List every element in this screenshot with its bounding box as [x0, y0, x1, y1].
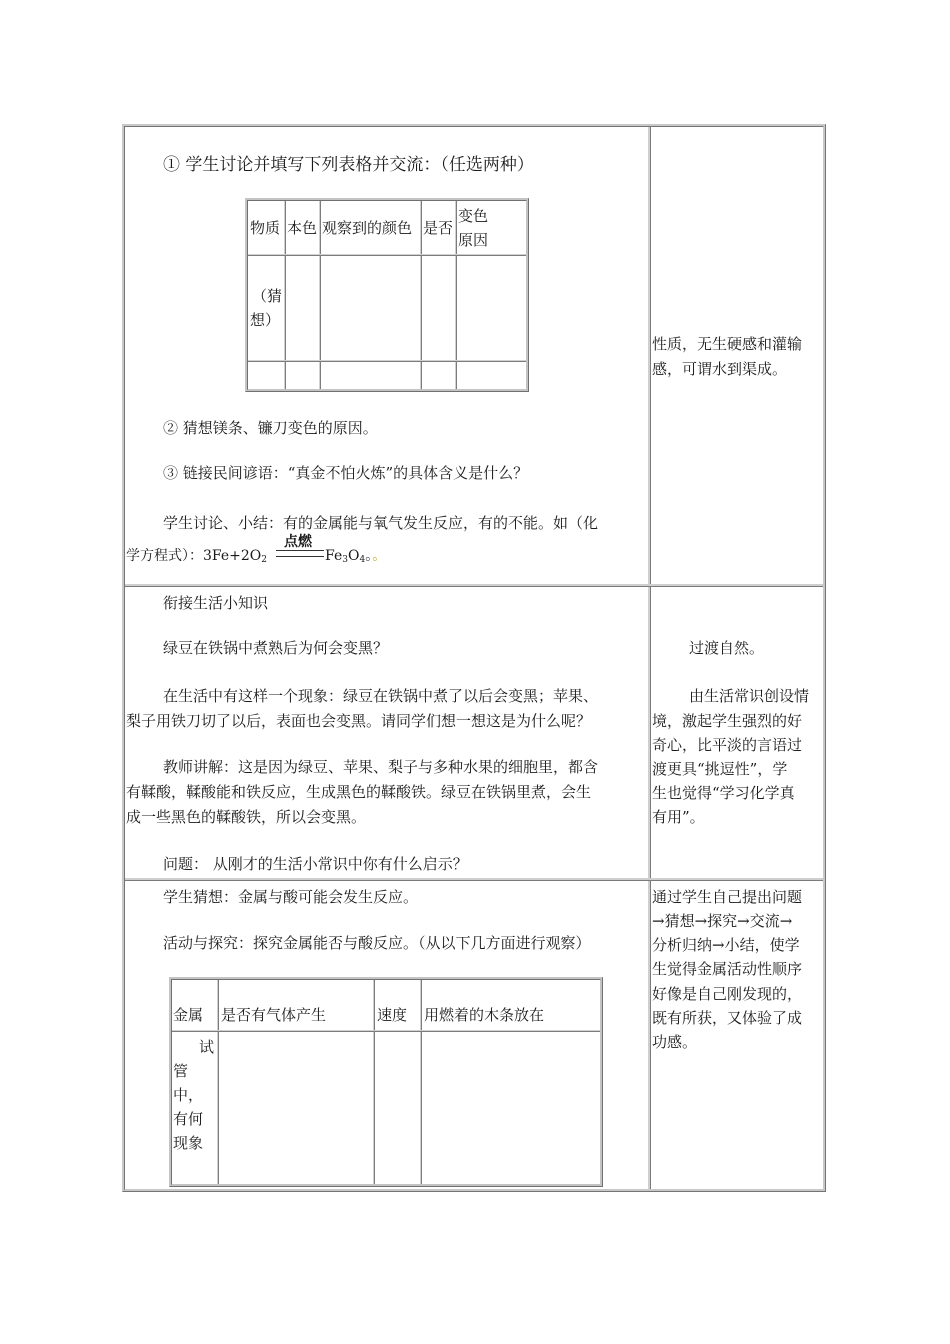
row-divider-1 [125, 584, 823, 587]
table2-col1-line-3: 中， [173, 1086, 204, 1104]
para-2-line-1: 教师讲解：这是因为绿豆、苹果、梨子与多种水果的细胞里，都含 [163, 758, 599, 776]
table2-header-speed: 速度 [377, 1006, 408, 1024]
para-1-line-2: 梨子用铁刀切了以后，表面也会变黑。请同学们想一想这是为什么呢？ [126, 712, 592, 730]
section-3-guess: 学生猜想：金属与酸可能会发生反应。 [163, 888, 419, 906]
table1-header-reason-line2: 原因 [458, 231, 489, 249]
section-3-activity: 活动与探究：探究金属能否与酸反应。（从以下几方面进行观察） [163, 934, 591, 952]
note-3-line-4: 生觉得金属活动性顺序 [652, 960, 803, 978]
note-3-line-6: 既有所获，又体验了成 [652, 1009, 803, 1027]
table1-header-substance: 物质 [250, 219, 281, 237]
column-divider [648, 127, 651, 1189]
note-1-line-1: 性质，无生硬感和灌输 [652, 335, 803, 353]
note-2-transition: 过渡自然。 [689, 639, 765, 657]
equation-o2-subscript: 2 [261, 555, 267, 565]
table2-col1-line-2: 管 [173, 1062, 189, 1080]
table2-col1-line-5: 现象 [173, 1134, 204, 1152]
table2-col1-line-1: 试 [199, 1038, 215, 1056]
table2-col-divider [373, 980, 375, 1184]
note-2-line-4: 渡更具“挑逗性”，学 [652, 760, 788, 778]
table2-col-divider [420, 980, 422, 1184]
section-2-problem: 问题： 从刚才的生活小常识中你有什么启示？ [163, 855, 468, 873]
table1-header-observed-color: 观察到的颜色 [322, 219, 413, 237]
note-2-line-1: 由生活常识创设情 [689, 687, 810, 705]
row-divider-2 [125, 878, 823, 881]
item-2-text: ② 猜想镁条、镰刀变色的原因。 [163, 419, 378, 437]
item-3-text: ③ 链接民间谚语：“真金不怕火炼”的具体含义是什么？ [163, 464, 529, 482]
table2-header-gas: 是否有气体产生 [221, 1006, 327, 1024]
table2-header-splint: 用燃着的木条放在 [424, 1006, 545, 1024]
para-1-line-1: 在生活中有这样一个现象：绿豆在铁锅中煮了以后会变黑；苹果、 [163, 687, 599, 705]
equation-reactants: 学方程式）：3Fe+2O [126, 548, 262, 564]
note-3-line-1: 通过学生自己提出问题 [652, 888, 803, 906]
equation-period: 。 [365, 548, 373, 564]
table1-header-whether: 是否 [423, 219, 454, 237]
equation-product: Fe [325, 548, 343, 564]
note-3-line-3: 分析归纳→小结，使学 [652, 936, 800, 954]
table2-row-divider [172, 1030, 600, 1032]
para-2-line-3: 成一些黑色的鞣酸铁，所以会变黑。 [126, 808, 367, 826]
note-2-line-6: 有用”。 [652, 808, 705, 826]
table1-guess-line1: （猜 [252, 287, 283, 305]
table1-guess-line2: 想） [250, 311, 281, 329]
summary-line-1: 学生讨论、小结：有的金属能与氧气发生反应，有的不能。如（化 [163, 514, 599, 532]
note-3-line-5: 好像是自己刚发现的， [652, 985, 803, 1003]
note-2-line-3: 奇心，比平淡的言语过 [652, 736, 803, 754]
equation-product-sub1: 3 [342, 555, 348, 565]
table2-col1-line-4: 有何 [173, 1110, 204, 1128]
note-3-line-2: →猜想→探究→交流→ [652, 912, 793, 930]
summary-equation [126, 544, 386, 572]
equation-product-sub2: 4 [359, 555, 366, 565]
equation-condition: 点燃 [284, 534, 312, 550]
item-1-text: ① 学生讨论并填写下列表格并交流：（任选两种） [163, 155, 534, 175]
equation-equals-sign [276, 550, 324, 557]
note-3-line-7: 功感。 [652, 1033, 698, 1051]
table2-header-metal: 金属 [173, 1006, 204, 1024]
note-2-line-5: 生也觉得“学习化学真 [652, 784, 795, 802]
equation-product-o: O [347, 548, 360, 564]
section-2-heading: 衔接生活小知识 [163, 594, 269, 612]
table1-row-divider [248, 254, 526, 256]
note-1-line-2: 感，可谓水到渠成。 [652, 360, 788, 378]
para-2-line-2: 有鞣酸，鞣酸能和铁反应，生成黑色的鞣酸铁。绿豆在铁锅里煮，会生 [126, 783, 592, 801]
section-2-question: 绿豆在铁锅中煮熟后为何会变黑？ [163, 639, 389, 657]
table1-row-divider [248, 360, 526, 362]
table2-col-divider [217, 980, 219, 1184]
table1-header-original-color: 本色 [287, 219, 318, 237]
table1-header-reason-line1: 变色 [458, 207, 489, 225]
equation-dot: 。 [372, 548, 387, 564]
note-2-line-2: 境，激起学生强烈的好 [652, 712, 803, 730]
